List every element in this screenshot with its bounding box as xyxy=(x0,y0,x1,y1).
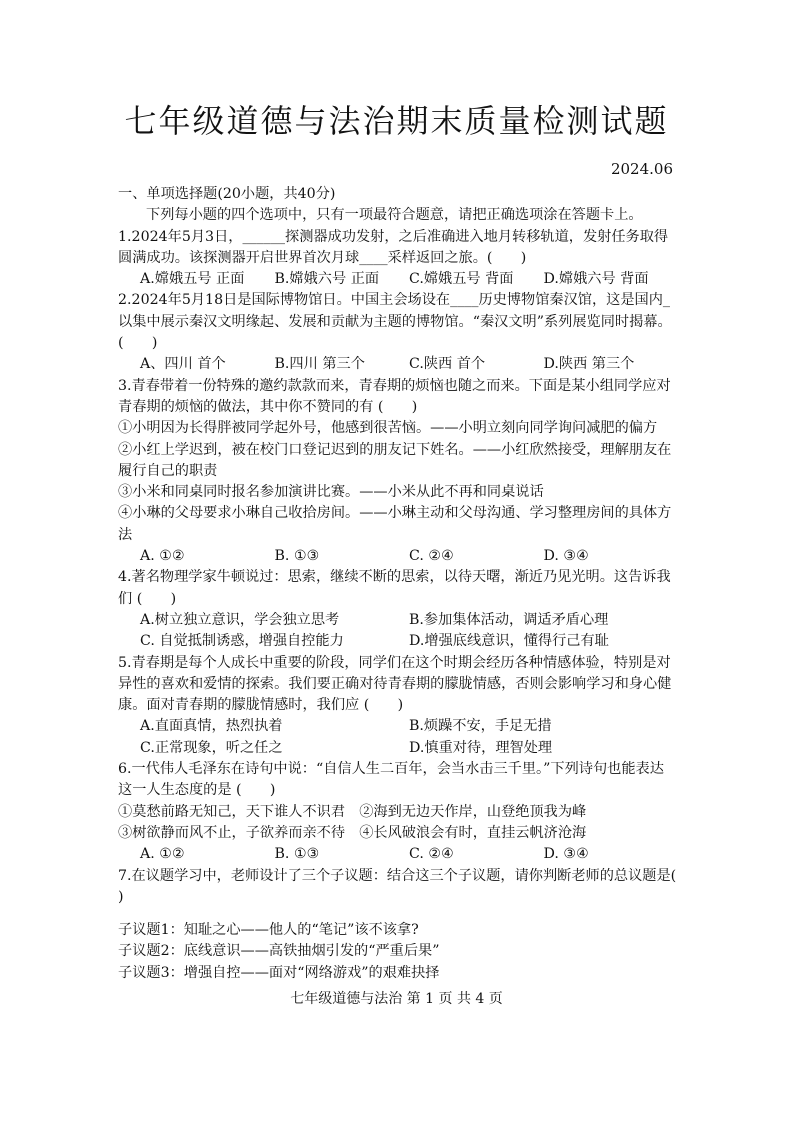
question-7 xyxy=(118,866,678,984)
option-c: C.正常现象，听之任之 xyxy=(140,739,283,756)
option-c: C. ②④ xyxy=(409,846,454,863)
section-heading: 一、单项选择题(20小题，共40分) xyxy=(118,186,336,202)
question-4 xyxy=(118,567,678,652)
option-d: D. ③④ xyxy=(543,846,589,863)
sub-topic: 子议题3：增强自控——面对“网络游戏”的艰难抉择 xyxy=(118,964,440,981)
question-line: 圆满成功。该探测器开启世界首次月球____采样返回之旅。( ) xyxy=(118,249,527,266)
option-c: C. 自觉抵制诱惑，增强自控能力 xyxy=(140,633,344,650)
option-b: B.四川 第三个 xyxy=(274,356,365,373)
option-a: A.嫦娥五号 正面 xyxy=(140,271,245,288)
question-line: ③小米和同桌同时报名参加演讲比赛。——小米从此不再和同桌说话 xyxy=(118,484,544,501)
option-a: A.直面真情，热烈执着 xyxy=(140,718,283,735)
question-line: 5.青春期是每个人成长中重要的阶段，同学们在这个时期会经历各种情感体验，特别是对 xyxy=(118,654,671,671)
page-footer: 七年级道德与法治 第 1 页 共 4 页 xyxy=(290,991,503,1007)
question-line: 这一人生态度的是 ( ) xyxy=(118,782,276,799)
sub-topic: 子议题1：知耻之心——他人的“笔记”该不该拿? xyxy=(118,922,419,939)
options-row xyxy=(118,738,678,759)
option-a: A、四川 首个 xyxy=(140,356,226,373)
options-row xyxy=(118,716,678,737)
option-c: C. ②④ xyxy=(409,548,454,565)
option-b: B.参加集体活动，调适矛盾心理 xyxy=(409,611,609,628)
question-2 xyxy=(118,290,678,375)
question-line: 以集中展示秦汉文明缘起、发展和贡献为主题的博物馆。“秦汉文明”系列展览同时揭幕。 xyxy=(118,313,672,330)
option-a: A. ①② xyxy=(140,846,185,863)
question-line: 法 xyxy=(118,526,133,543)
options-row xyxy=(118,631,678,652)
options-row xyxy=(118,610,678,631)
option-b: B.烦躁不安，手足无措 xyxy=(409,718,552,735)
question-line: 7.在议题学习中，老师设计了三个子议题：结合这三个子议题，请你判断老师的总议题是( xyxy=(118,867,677,884)
option-d: D.慎重对待，理智处理 xyxy=(409,739,553,756)
spacer xyxy=(118,908,678,920)
option-c: C.嫦娥五号 背面 xyxy=(409,271,514,288)
exam-content xyxy=(118,184,678,984)
question-line: 2.2024年5月18日是国际博物馆日。中国主会场设在____历史博物馆秦汉馆，这是国内_ xyxy=(118,292,671,309)
question-line: ②小红上学迟到，被在校门口登记迟到的朋友记下姓名。——小红欣然接受，理解朋友在 xyxy=(118,441,672,458)
question-line: ①小明因为长得胖被同学起外号，他感到很苦恼。——小明立刻向同学询问减肥的偏方 xyxy=(118,420,658,437)
option-d: D.陕西 第三个 xyxy=(543,356,635,373)
question-line: 1.2024年5月3日，______探测器成功发射，之后准确进入地月转移轨道，发射任务取得 xyxy=(118,228,669,245)
question-line: 康。面对青春期的朦胧情感时，我们应 ( ) xyxy=(118,697,404,714)
question-line: ①莫愁前路无知己，天下谁人不识君 ②海到无边天作岸，山登绝顶我为峰 xyxy=(118,803,587,820)
page-title: 七年级道德与法治期末质量检测试题 xyxy=(124,102,669,140)
question-line: 青春期的烦恼的做法，其中你不赞同的有 ( ) xyxy=(118,398,418,415)
question-line: 4.著名物理学家牛顿说过：思索，继续不断的思索，以待天曙，渐近乃见光明。这告诉我 xyxy=(118,569,671,586)
question-1 xyxy=(118,227,678,291)
options-row xyxy=(118,546,678,567)
option-a: A.树立独立意识，学会独立思考 xyxy=(140,611,340,628)
question-line: ④小琳的父母要求小琳自己收拾房间。——小琳主动和父母沟通、学习整理房间的具体方 xyxy=(118,505,672,522)
option-b: B. ①③ xyxy=(274,548,320,565)
option-c: C.陕西 首个 xyxy=(409,356,486,373)
option-d: D. ③④ xyxy=(543,548,589,565)
section-instruction: 下列每小题的四个选项中，只有一项最符合题意，请把正确选项涂在答题卡上。 xyxy=(146,207,643,224)
options-row xyxy=(118,354,678,375)
option-a: A. ①② xyxy=(140,548,185,565)
question-6 xyxy=(118,759,678,865)
exam-date: 2024.06 xyxy=(610,160,673,178)
question-line: ( ) xyxy=(118,335,158,352)
question-line: 异性的喜欢和爱情的探索。我们要正确对待青春期的朦胧情感，否则会影响学习和身心健 xyxy=(118,675,672,692)
options-row xyxy=(118,269,678,290)
question-line: 们 ( ) xyxy=(118,590,177,607)
options-row xyxy=(118,844,678,865)
question-line: 履行自己的职责 xyxy=(118,462,218,479)
question-line: 3.青春带着一份特殊的邀约款款而来，青春期的烦恼也随之而来。下面是某小组同学应对 xyxy=(118,377,671,394)
question-5 xyxy=(118,653,678,759)
option-d: D.嫦娥六号 背面 xyxy=(543,271,649,288)
option-b: B.嫦娥六号 正面 xyxy=(274,271,380,288)
option-b: B. ①③ xyxy=(274,846,320,863)
question-line: ③树欲静而风不止，子欲养而亲不待 ④长风破浪会有时，直挂云帆济沧海 xyxy=(118,824,587,841)
question-line: ) xyxy=(118,888,124,905)
option-d: D.增强底线意识，懂得行己有耻 xyxy=(409,633,609,650)
sub-topic: 子议题2：底线意识——高铁抽烟引发的“严重后果” xyxy=(118,943,440,960)
question-line: 6.一代伟人毛泽东在诗句中说：“自信人生二百年，会当水击三千里。”下列诗句也能表达 xyxy=(118,761,664,778)
question-3 xyxy=(118,376,678,568)
